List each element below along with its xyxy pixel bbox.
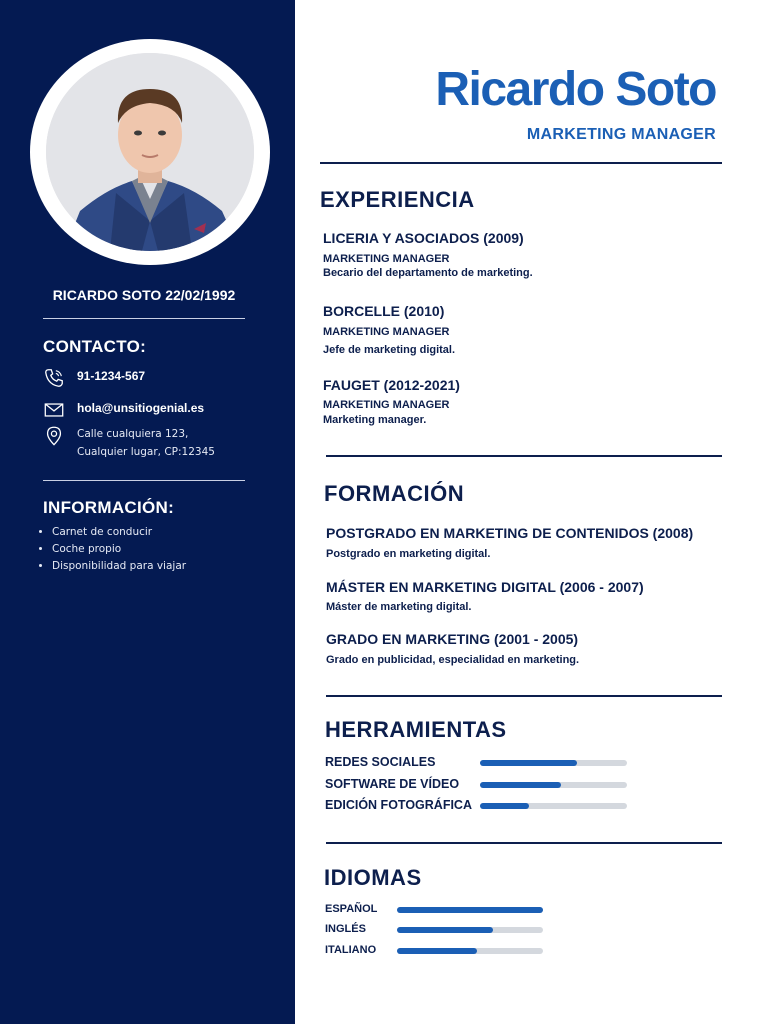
sidebar-name-dob: RICARDO SOTO 22/02/1992 <box>52 287 236 303</box>
language-skill-bar <box>397 948 543 954</box>
language-label: ESPAÑOL <box>325 903 378 915</box>
education-title: POSTGRADO EN MARKETING DE CONTENIDOS (2008) <box>326 525 694 541</box>
languages-heading: IDIOMAS <box>324 865 422 890</box>
experience-company: BORCELLE (2010) <box>323 303 445 319</box>
section-divider <box>320 162 722 164</box>
info-item: • Carnet de conducir <box>52 524 186 541</box>
tool-skill-fill <box>480 760 577 766</box>
education-title: MÁSTER EN MARKETING DIGITAL (2006 - 2007) <box>326 579 644 595</box>
profile-photo-frame <box>30 39 270 265</box>
experience-company: FAUGET (2012-2021) <box>323 377 460 393</box>
contact-address-row <box>43 425 215 461</box>
contact-phone[interactable]: 91-1234-567 <box>77 369 146 383</box>
education-heading: FORMACIÓN <box>324 481 465 506</box>
sidebar-divider <box>43 480 245 481</box>
section-divider <box>326 695 722 697</box>
info-heading: INFORMACIÓN: <box>43 498 175 517</box>
contact-address <box>77 425 215 461</box>
profile-photo <box>46 53 254 251</box>
section-divider <box>326 842 722 844</box>
language-skill-fill <box>397 948 477 954</box>
info-item: • Coche propio <box>52 541 186 558</box>
experience-position: MARKETING MANAGER <box>323 399 450 411</box>
tool-skill-fill <box>480 803 529 809</box>
contact-email[interactable]: hola@unsitiogenial.es <box>77 401 205 415</box>
sidebar-divider <box>43 318 245 319</box>
tool-skill-fill <box>480 782 561 788</box>
tool-label: SOFTWARE DE VÍDEO <box>325 777 460 791</box>
tool-skill-bar <box>480 803 627 809</box>
experience-description: Becario del departamento de marketing. <box>323 267 533 279</box>
education-description: Postgrado en marketing digital. <box>326 548 491 560</box>
address-line-2: Cualquier lugar, CP:12345 <box>77 446 215 458</box>
education-description: Máster de marketing digital. <box>326 601 472 613</box>
location-pin-icon <box>43 425 65 447</box>
tool-label: REDES SOCIALES <box>325 755 436 769</box>
contact-email-row <box>43 399 204 421</box>
language-skill-bar <box>397 907 543 913</box>
main-role: MARKETING MANAGER <box>526 126 716 143</box>
experience-position: MARKETING MANAGER <box>323 326 450 338</box>
sidebar <box>0 0 295 1024</box>
language-label: ITALIANO <box>325 944 377 956</box>
language-skill-fill <box>397 907 543 913</box>
experience-heading: EXPERIENCIA <box>320 187 475 212</box>
tool-skill-bar <box>480 782 627 788</box>
tool-skill-bar <box>480 760 627 766</box>
education-title: GRADO EN MARKETING (2001 - 2005) <box>326 631 579 647</box>
main-name: Ricardo Soto <box>435 63 716 116</box>
info-list <box>30 524 186 575</box>
experience-description: Marketing manager. <box>323 414 427 426</box>
language-skill-bar <box>397 927 543 933</box>
experience-description: Jefe de marketing digital. <box>323 344 456 356</box>
tool-label: EDICIÓN FOTOGRÁFICA <box>325 798 472 812</box>
section-divider <box>326 455 722 457</box>
phone-icon <box>43 367 65 389</box>
address-line-1: Calle cualquiera 123, <box>77 428 189 440</box>
education-description: Grado en publicidad, especialidad en marketing. <box>326 654 580 666</box>
language-skill-fill <box>397 927 493 933</box>
contact-heading: CONTACTO: <box>43 337 147 356</box>
experience-position: MARKETING MANAGER <box>323 253 450 265</box>
tools-heading: HERRAMIENTAS <box>325 717 507 742</box>
contact-phone-row <box>43 367 145 389</box>
experience-company: LICERIA Y ASOCIADOS (2009) <box>323 230 524 246</box>
info-item: • Disponibilidad para viajar <box>52 558 186 575</box>
mail-icon <box>43 399 65 421</box>
language-label: INGLÉS <box>325 923 366 935</box>
person-portrait-image <box>46 53 254 251</box>
